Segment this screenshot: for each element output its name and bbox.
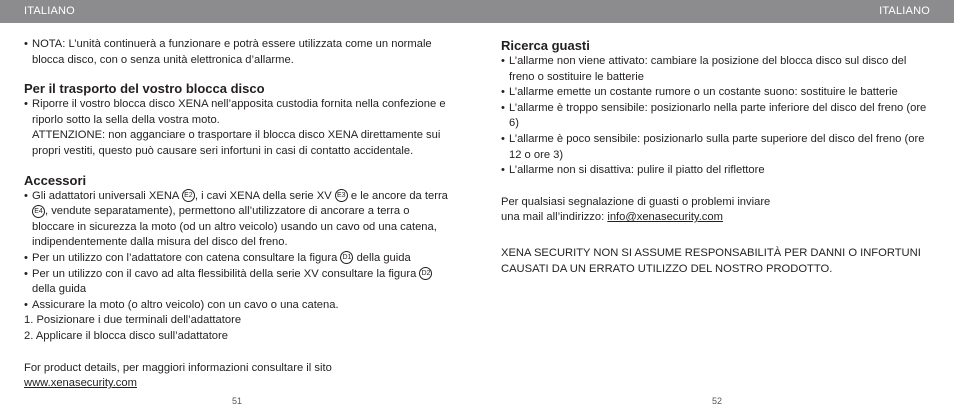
page-number-right: 52 <box>712 396 723 406</box>
figure-ref-e2: E2 <box>182 189 195 202</box>
website-link[interactable]: www.xenasecurity.com <box>24 377 137 390</box>
transport-bullet: • Riporre il vostro blocca disco XENA nell’apposita custodia fornita nella confezione e riporlo sotto la sella della vostra moto. <box>24 97 452 128</box>
figure-ref-d1: D1 <box>340 251 353 264</box>
transport-heading: Per il trasporto del vostro blocca disco <box>24 81 265 97</box>
accessories-bullet-cable <box>24 267 452 298</box>
chain-text-1: Per un utilizzo con l’adattatore con catena consultare la figura <box>32 251 338 264</box>
figure-ref-d2: D2 <box>419 267 432 280</box>
header-language-left: ITALIANO <box>24 5 75 17</box>
disclaimer-text: XENA SECURITY NON SI ASSUME RESPONSABILITÀ PER DANNI O INFORTUNI CAUSATI DA UN ERRATO UTILIZZO DEL NOSTRO PRODOTTO. <box>501 246 921 275</box>
troubleshooting-item: • L’allarme è poco sensibile: posizionarlo sulla parte superiore del disco del freno (ore 12 o ore 3) <box>501 132 931 163</box>
cable-text-1: Per un utilizzo con il cavo ad alta flessibilità della serie XV consultare la figura <box>32 267 417 280</box>
chain-text-2: della guida <box>356 251 411 264</box>
email-link[interactable]: info@xenasecurity.com <box>607 211 723 224</box>
contact-line-1: Per qualsiasi segnalazione di guasti o problemi inviare <box>501 195 771 208</box>
step-1: 1. Posizionare i due terminali dell’adattatore <box>24 314 242 327</box>
page-header-bar <box>0 0 954 23</box>
page-number-left: 51 <box>232 396 243 406</box>
right-page-column <box>501 37 931 277</box>
left-page-column <box>24 37 452 392</box>
contact-prefix: una mail all’indirizzo: <box>501 211 605 224</box>
transport-warning: ATTENZIONE: non agganciare o trasportare il blocca disco XENA direttamente sui propri vestiti, questo può causare seri infortuni in casi di contatto accidentale. <box>32 129 441 157</box>
troubleshooting-item: • L’allarme è troppo sensibile: posizionarlo nella parte inferiore del disco del freno (ore 6) <box>501 101 931 132</box>
note-bullet: • NOTA: L’unità continuerà a funzionare e potrà essere utilizzata come un normale blocca disco, con o senza unità elettronica d’allarme. <box>24 37 452 68</box>
accessories-heading: Accessori <box>24 172 87 188</box>
adapters-text-1: Gli adattatori universali XENA <box>32 189 179 202</box>
step-2: 2. Applicare il blocca disco sull’adattatore <box>24 329 228 342</box>
adapters-text-2: , i cavi XENA della serie XV <box>194 189 332 202</box>
details-text: For product details, per maggiori informazioni consultare il sito <box>24 361 332 374</box>
accessories-bullet-secure: • Assicurare la moto (o altro veicolo) con un cavo o una catena. <box>24 298 452 314</box>
troubleshooting-item: • L’allarme non si disattiva: pulire il piatto del riflettore <box>501 163 931 179</box>
cable-text-2: della guida <box>32 283 87 296</box>
adapters-text-3: e le ancore da terra <box>350 189 448 202</box>
accessories-bullet-chain <box>24 251 452 267</box>
accessories-bullet-adapters <box>24 189 452 251</box>
header-language-right: ITALIANO <box>879 5 930 17</box>
figure-ref-e3: E3 <box>335 189 348 202</box>
adapters-text-4: , vendute separatamente), permettono all’utilizzatore di ancorare a terra o bloccare in sicurezza la moto (od un altro veicolo) usando un cavo od una catena, indipendentemente dalla misura del disco del freno. <box>32 205 437 249</box>
troubleshooting-item: • L’allarme non viene attivato: cambiare la posizione del blocca disco sul disco del freno o sostituire le batterie <box>501 54 931 85</box>
troubleshooting-heading: Ricerca guasti <box>501 38 590 53</box>
figure-ref-e4: E4 <box>32 205 45 218</box>
troubleshooting-item: • L’allarme emette un costante rumore o un costante suono: sostituire le batterie <box>501 85 931 101</box>
contact-line-2 <box>501 210 931 226</box>
